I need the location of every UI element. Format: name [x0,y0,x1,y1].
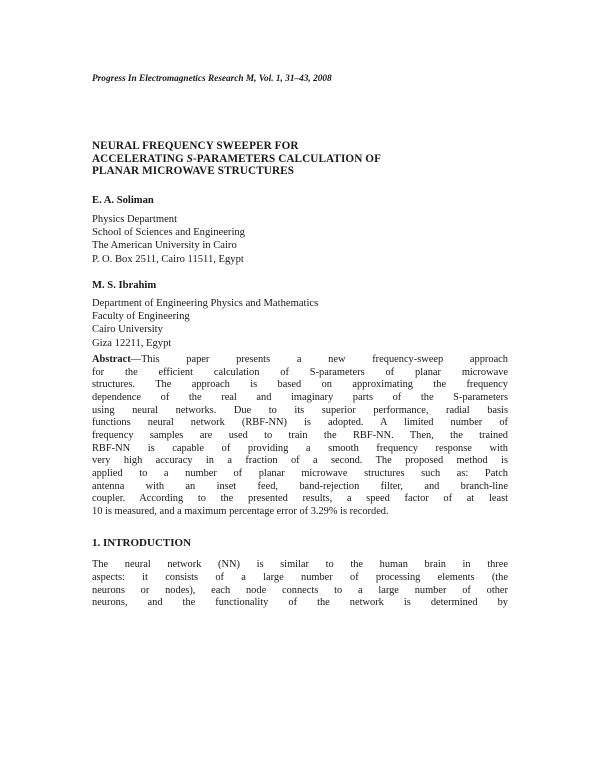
abstract-line: functions neural network (RBF-NN) is adopted. A limited number of [92,417,508,429]
abstract-line: very high accuracy in a fraction of a second. The proposed method is [92,455,508,467]
affiliation-line: Cairo University [92,324,163,336]
abstract [92,354,508,519]
abstract-line: frequency samples are used to train the RBF-NN. Then, the trained [92,429,508,441]
abstract-text: —This paper presents a new frequency-sweep approach [130,354,508,365]
abstract-line: coupler. According to the presented results, a speed factor of at least [92,493,508,505]
introduction-text [92,559,508,610]
abstract-line: using neural networks. Due to its superior performance, radial basis [92,404,508,416]
abstract-line: applied to a number of planar microwave structures such as: Patch [92,467,508,479]
section-heading: 1. INTRODUCTION [92,537,192,549]
abstract-line: 10 is measured, and a maximum percentage error of 3.29% is recorded. [92,505,389,517]
abstract-line: RBF-NN is capable of providing a smooth frequency response with [92,442,508,454]
journal-header: Progress In Electromagnetics Research M, Vol. 1, 31–43, 2008 [92,74,332,84]
intro-line: neurons or nodes), each node connects to a large number of other [92,584,508,596]
title-s-symbol: S [186,152,193,165]
author-affiliation-1 [92,213,245,266]
title-line-3: PLANAR MICROWAVE STRUCTURES [92,165,295,178]
affiliation-line: School of Sciences and Engineering [92,227,245,239]
intro-line: The neural network (NN) is similar to the human brain in three [92,559,508,570]
abstract-line: for the efficient calculation of S-parameters of planar microwave [92,366,508,378]
abstract-line-1 [92,354,508,367]
affiliation-line: The American University in Cairo [92,240,237,252]
author-name-1: E. A. Soliman [92,195,154,206]
abstract-line: dependence of the real and imaginary parts of the S-parameters [92,391,508,403]
abstract-line: structures. The approach is based on approximating the frequency [92,379,508,391]
abstract-label: Abstract [92,354,131,365]
title-line-1: NEURAL FREQUENCY SWEEPER FOR [92,140,299,152]
title-line-2 [92,153,381,166]
affiliation-line: P. O. Box 2511, Cairo 11511, Egypt [92,253,244,265]
author-affiliation-2 [92,297,318,350]
title-line-2-pre: ACCELERATING [92,152,187,165]
intro-line: aspects: it consists of a large number of processing elements (the [92,571,508,583]
title-line-2-post: -PARAMETERS CALCULATION OF [192,152,382,165]
author-name-2: M. S. Ibrahim [92,280,157,291]
affiliation-line: Giza 12211, Egypt [92,337,172,349]
intro-line: neurons, and the functionality of the network is determined by [92,597,508,609]
abstract-line: antenna with an inset feed, band-rejection filter, and branch-line [92,480,508,492]
affiliation-line: Faculty of Engineering [92,311,190,323]
affiliation-line: Department of Engineering Physics and Mathematics [92,298,319,309]
affiliation-line: Physics Department [92,214,178,225]
paper-title [92,140,381,178]
